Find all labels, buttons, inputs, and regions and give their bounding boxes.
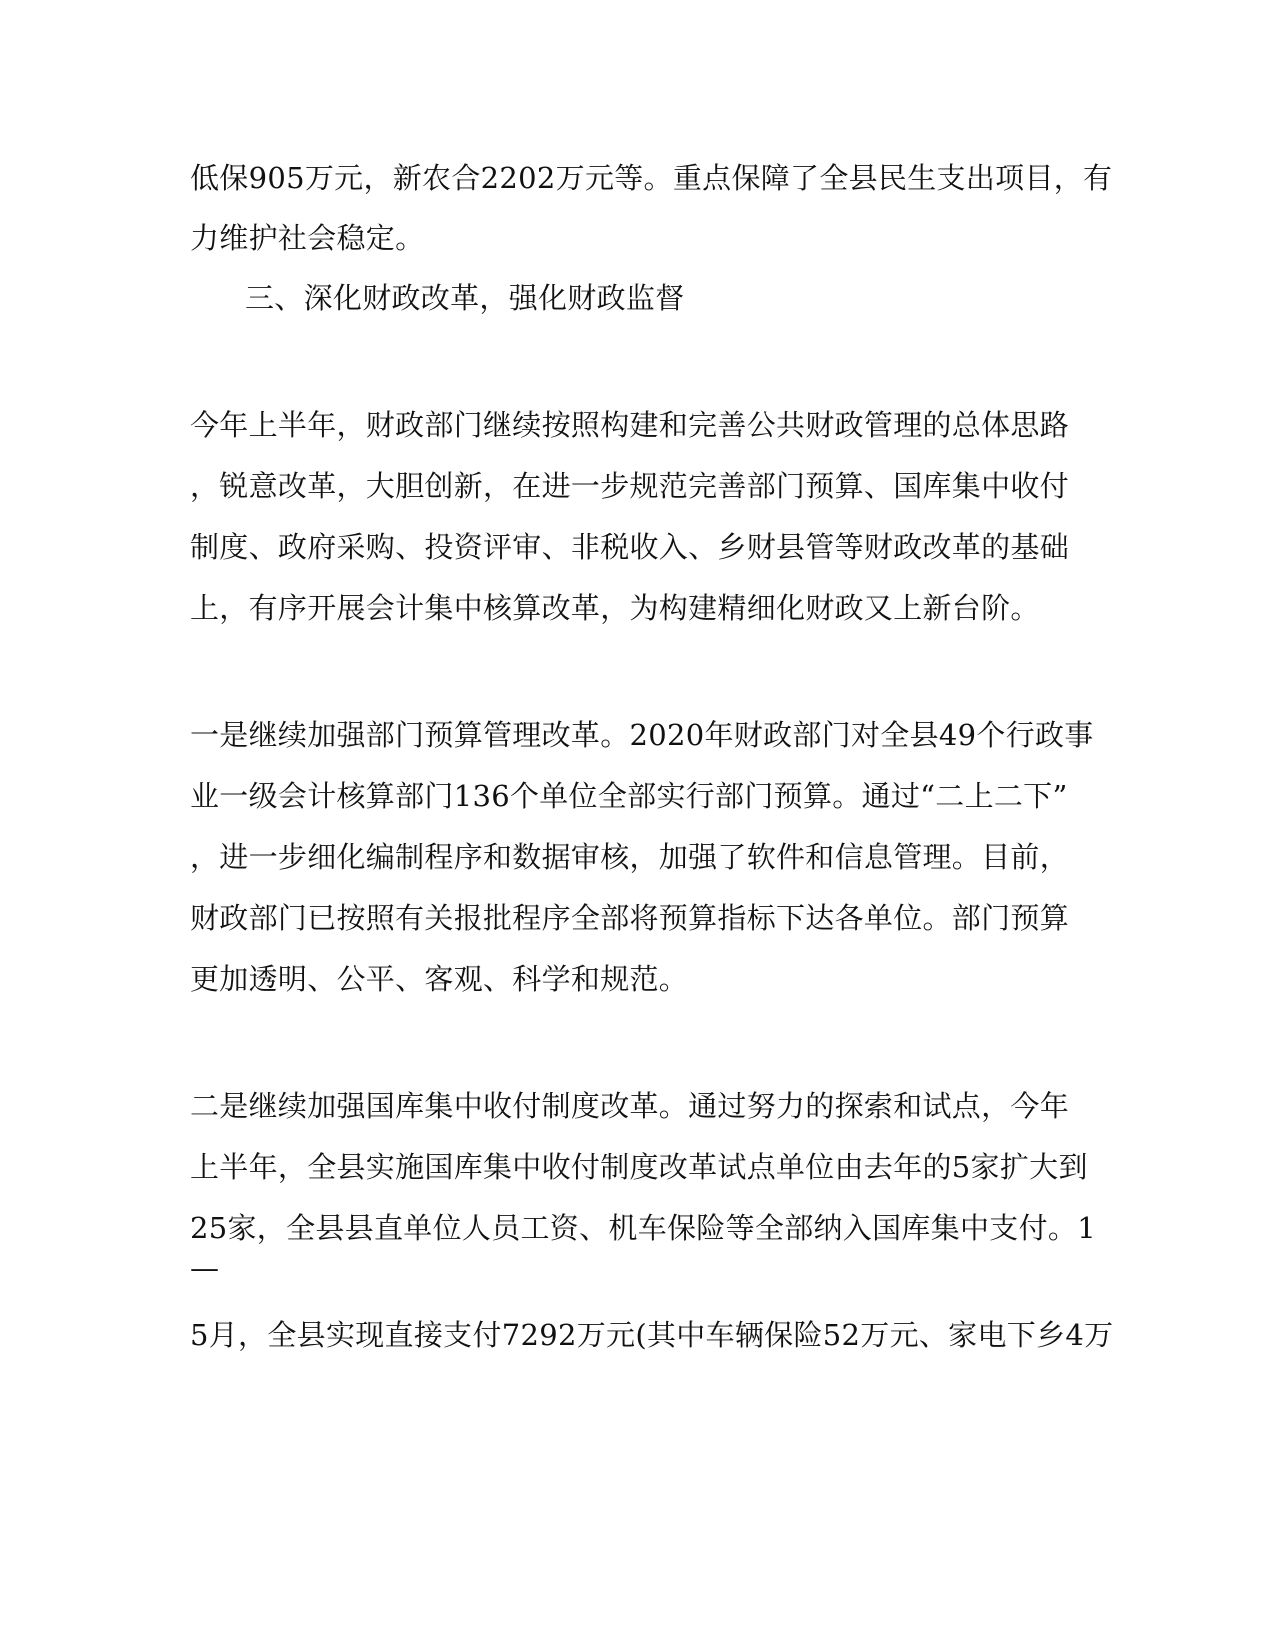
text-line: 低保905万元，新农合2202万元等。重点保障了全县民生支出项目，有 bbox=[190, 161, 1113, 195]
text-line: 一是继续加强部门预算管理改革。2020年财政部门对全县49个行政事 bbox=[190, 718, 1094, 752]
text-line: ，进一步细化编制程序和数据审核，加强了软件和信息管理。目前， bbox=[190, 840, 1070, 874]
text-line: 5月，全县实现直接支付7292万元(其中车辆保险52万元、家电下乡4万 bbox=[190, 1318, 1114, 1352]
text-line: 业一级会计核算部门136个单位全部实行部门预算。通过“二上二下” bbox=[190, 779, 1068, 813]
text-line: 25家，全县县直单位人员工资、机车保险等全部纳入国库集中支付。1 bbox=[190, 1211, 1096, 1245]
text-line: 今年上半年，财政部门继续按照构建和完善公共财政管理的总体思路 bbox=[190, 408, 1070, 442]
text-line: 更加透明、公平、客观、科学和规范。 bbox=[190, 962, 689, 996]
text-line: 力维护社会稳定。 bbox=[190, 221, 425, 255]
text-line: 上半年，全县实施国库集中收付制度改革试点单位由去年的5家扩大到 bbox=[190, 1150, 1088, 1184]
text-line: 财政部门已按照有关报批程序全部将预算指标下达各单位。部门预算 bbox=[190, 901, 1070, 935]
text-line: 上，有序开展会计集中核算改革，为构建精细化财政又上新台阶。 bbox=[190, 591, 1040, 625]
text-line: — bbox=[190, 1251, 220, 1285]
text-line: ，锐意改革，大胆创新，在进一步规范完善部门预算、国库集中收付 bbox=[190, 469, 1070, 503]
text-line: 制度、政府采购、投资评审、非税收入、乡财县管等财政改革的基础 bbox=[190, 530, 1070, 564]
text-line: 二是继续加强国库集中收付制度改革。通过努力的探索和试点，今年 bbox=[190, 1089, 1070, 1123]
section-heading: 三、深化财政改革，强化财政监督 bbox=[245, 281, 685, 315]
